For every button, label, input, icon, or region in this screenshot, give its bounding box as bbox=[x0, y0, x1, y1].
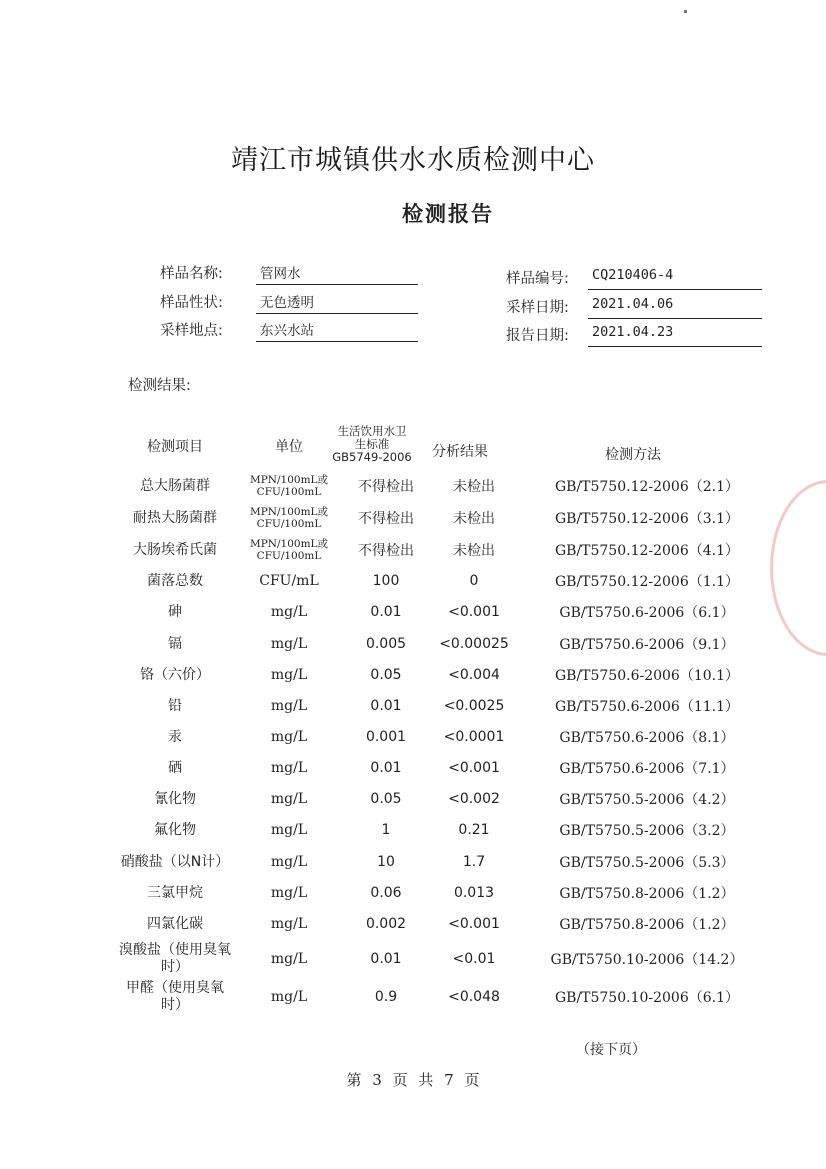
result-cell: 未检出 bbox=[453, 479, 495, 495]
unit-cell: mg/L bbox=[270, 604, 308, 620]
table-row bbox=[118, 878, 772, 908]
standard-cell: 0.05 bbox=[370, 791, 402, 807]
table-row bbox=[118, 814, 772, 846]
sample-property-value: 无色透明 bbox=[256, 291, 418, 314]
result-cell: <0.001 bbox=[448, 916, 500, 932]
method-cell: GB/T5750.6-2006（11.1） bbox=[554, 699, 740, 715]
table-row bbox=[118, 722, 772, 752]
standard-cell: 0.005 bbox=[365, 636, 407, 652]
sampling-date-value: 2021.04.06 bbox=[588, 296, 762, 319]
item-cell: 镉 bbox=[168, 635, 182, 652]
standard-cell: 0.01 bbox=[370, 951, 402, 967]
sample-number-label: 样品编号: bbox=[506, 271, 569, 287]
item-cell: 氰化物 bbox=[154, 790, 196, 807]
report-date-label: 报告日期: bbox=[506, 328, 569, 344]
standard-cell: 1 bbox=[381, 822, 391, 838]
item-cell: 总大肠菌群 bbox=[140, 477, 210, 494]
item-cell: 铅 bbox=[168, 697, 182, 714]
table-row bbox=[118, 502, 772, 534]
sample-name-label: 样品名称: bbox=[160, 266, 223, 282]
item-cell: 铬（六价） bbox=[140, 666, 210, 683]
unit-cell: mg/L bbox=[270, 822, 308, 838]
sample-number-value: CQ210406-4 bbox=[588, 267, 762, 290]
table-row bbox=[118, 660, 772, 690]
standard-cell: 0.01 bbox=[370, 760, 402, 776]
table-row bbox=[118, 566, 772, 596]
method-cell: GB/T5750.5-2006（3.2） bbox=[559, 823, 735, 839]
result-cell: 未检出 bbox=[453, 511, 495, 527]
item-cell: 溴酸盐（使用臭氧时） bbox=[119, 942, 231, 975]
column-header-unit: 单位 bbox=[275, 439, 303, 455]
sample-property-label: 样品性状: bbox=[160, 295, 223, 311]
standard-cell: 0.9 bbox=[374, 989, 398, 1005]
unit-cell: mg/L bbox=[270, 916, 308, 932]
item-cell: 四氯化碳 bbox=[147, 915, 203, 932]
unit-cell: mg/L bbox=[270, 951, 308, 967]
continued-note: （接下页） bbox=[576, 1042, 646, 1058]
method-cell: GB/T5750.10-2006（14.2） bbox=[550, 952, 744, 968]
item-cell: 硒 bbox=[168, 759, 182, 776]
sampling-location-value: 东兴水站 bbox=[256, 319, 418, 342]
result-cell: <0.001 bbox=[448, 760, 500, 776]
table-row bbox=[118, 690, 772, 722]
table-row bbox=[118, 940, 772, 978]
unit-cell: mg/L bbox=[270, 885, 308, 901]
method-cell: GB/T5750.5-2006（4.2） bbox=[559, 792, 735, 808]
method-cell: GB/T5750.6-2006（6.1） bbox=[559, 605, 735, 621]
result-cell: <0.001 bbox=[448, 604, 500, 620]
result-cell: 0.013 bbox=[453, 885, 495, 901]
results-table bbox=[118, 470, 772, 1016]
unit-cell: mg/L bbox=[270, 791, 308, 807]
scan-speck bbox=[684, 10, 687, 13]
unit-cell: CFU/mL bbox=[259, 573, 319, 589]
unit-cell: MPN/100mL或CFU/100mL bbox=[249, 538, 328, 562]
page-number: 第 3 页 共 7 页 bbox=[346, 1071, 480, 1089]
method-cell: GB/T5750.12-2006（4.1） bbox=[554, 543, 740, 559]
item-cell: 大肠埃希氏菌 bbox=[133, 541, 217, 558]
method-cell: GB/T5750.5-2006（5.3） bbox=[559, 855, 735, 871]
report-title: 检测报告 bbox=[402, 202, 494, 226]
standard-cell: 0.01 bbox=[370, 698, 402, 714]
organization-title: 靖江市城镇供水水质检测中心 bbox=[231, 145, 595, 176]
column-header-item: 检测项目 bbox=[147, 439, 203, 455]
method-cell: GB/T5750.12-2006（3.1） bbox=[554, 511, 740, 527]
red-seal-stamp bbox=[770, 480, 826, 656]
result-cell: 0.21 bbox=[458, 822, 490, 838]
item-cell: 甲醛（使用臭氧时） bbox=[126, 980, 224, 1013]
table-row bbox=[118, 978, 772, 1016]
result-cell: 未检出 bbox=[453, 543, 495, 559]
table-row bbox=[118, 534, 772, 566]
standard-cell: 0.05 bbox=[370, 667, 402, 683]
table-row bbox=[118, 846, 772, 878]
report-date-value: 2021.04.23 bbox=[588, 324, 762, 347]
method-cell: GB/T5750.6-2006（10.1） bbox=[554, 668, 740, 684]
standard-cell: 0.001 bbox=[365, 729, 407, 745]
result-cell: <0.004 bbox=[448, 667, 500, 683]
column-header-result: 分析结果 bbox=[432, 444, 488, 460]
column-header-standard: 生活饮用水卫生标准GB5749-2006 bbox=[332, 424, 412, 464]
item-cell: 汞 bbox=[168, 728, 182, 745]
method-cell: GB/T5750.10-2006（6.1） bbox=[554, 990, 740, 1006]
method-cell: GB/T5750.6-2006（8.1） bbox=[559, 730, 735, 746]
table-row bbox=[118, 908, 772, 940]
method-cell: GB/T5750.6-2006（9.1） bbox=[559, 637, 735, 653]
result-cell: <0.0025 bbox=[443, 698, 505, 714]
results-label: 检测结果: bbox=[128, 378, 191, 394]
sampling-location-label: 采样地点: bbox=[160, 323, 223, 339]
table-row bbox=[118, 752, 772, 784]
result-cell: <0.00025 bbox=[439, 636, 509, 652]
result-cell: <0.048 bbox=[448, 989, 500, 1005]
sampling-date-label: 采样日期: bbox=[506, 300, 569, 316]
standard-cell: 10 bbox=[377, 854, 395, 870]
table-row bbox=[118, 784, 772, 814]
standard-cell: 不得检出 bbox=[358, 479, 414, 495]
table-row bbox=[118, 470, 772, 502]
unit-cell: mg/L bbox=[270, 989, 308, 1005]
unit-cell: mg/L bbox=[270, 854, 308, 870]
item-cell: 三氯甲烷 bbox=[147, 884, 203, 901]
result-cell: <0.01 bbox=[452, 951, 496, 967]
standard-cell: 100 bbox=[372, 573, 400, 589]
item-cell: 砷 bbox=[168, 603, 182, 620]
unit-cell: mg/L bbox=[270, 760, 308, 776]
standard-cell: 0.01 bbox=[370, 604, 402, 620]
table-row bbox=[118, 628, 772, 660]
method-cell: GB/T5750.8-2006（1.2） bbox=[559, 917, 735, 933]
method-cell: GB/T5750.12-2006（2.1） bbox=[554, 479, 740, 495]
unit-cell: mg/L bbox=[270, 698, 308, 714]
method-cell: GB/T5750.6-2006（7.1） bbox=[559, 761, 735, 777]
unit-cell: MPN/100mL或CFU/100mL bbox=[249, 506, 328, 530]
result-cell: 0 bbox=[469, 573, 479, 589]
unit-cell: mg/L bbox=[270, 729, 308, 745]
standard-cell: 不得检出 bbox=[358, 511, 414, 527]
item-cell: 耐热大肠菌群 bbox=[133, 509, 217, 526]
method-cell: GB/T5750.8-2006（1.2） bbox=[559, 886, 735, 902]
result-cell: <0.0001 bbox=[443, 729, 505, 745]
sample-name-value: 管网水 bbox=[256, 262, 418, 285]
unit-cell: MPN/100mL或CFU/100mL bbox=[249, 474, 328, 498]
result-cell: 1.7 bbox=[462, 854, 486, 870]
column-header-method: 检测方法 bbox=[605, 447, 661, 463]
standard-cell: 0.002 bbox=[365, 916, 407, 932]
table-row bbox=[118, 596, 772, 628]
method-cell: GB/T5750.12-2006（1.1） bbox=[554, 574, 740, 590]
results-table-body bbox=[118, 470, 772, 1016]
unit-cell: mg/L bbox=[270, 636, 308, 652]
standard-cell: 0.06 bbox=[370, 885, 402, 901]
standard-cell: 不得检出 bbox=[358, 543, 414, 559]
item-cell: 菌落总数 bbox=[147, 572, 203, 589]
item-cell: 硝酸盐（以N计） bbox=[120, 853, 230, 870]
result-cell: <0.002 bbox=[448, 791, 500, 807]
item-cell: 氟化物 bbox=[154, 821, 196, 838]
unit-cell: mg/L bbox=[270, 667, 308, 683]
